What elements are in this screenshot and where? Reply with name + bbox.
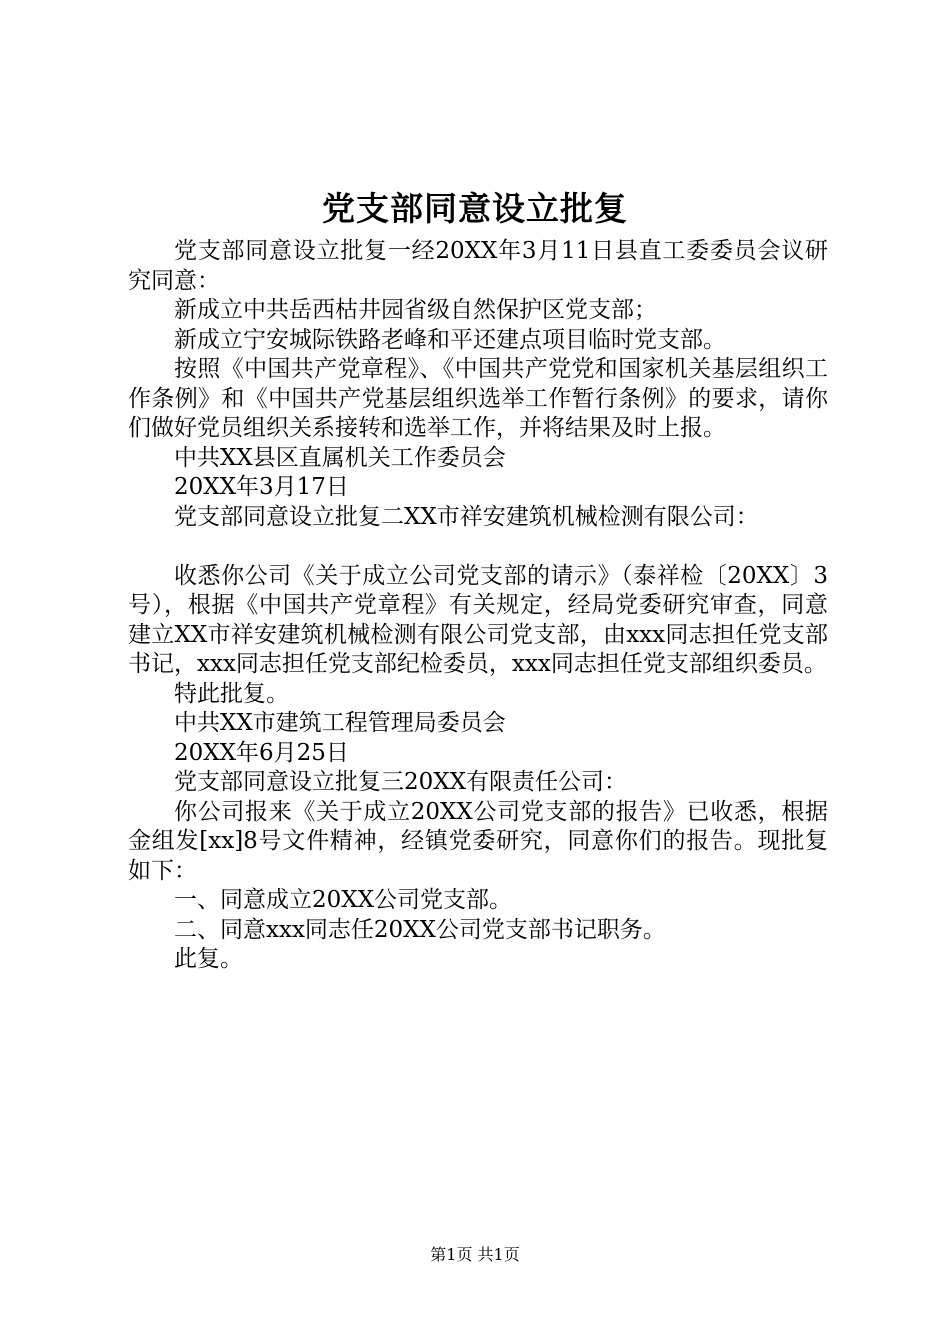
- paragraph-branch-1: 新成立中共岳西枯井园省级自然保护区党支部；: [174, 297, 657, 323]
- paragraph-branch-2: 新成立宁安城际铁路老峰和平还建点项目临时党支部。: [174, 326, 726, 353]
- paragraph-special-approval: 特此批复。: [174, 680, 289, 707]
- signature-date-1: 20XX年3月17日: [174, 474, 349, 500]
- blank-line: [128, 532, 828, 562]
- document-title: 党支部同意设立批复: [322, 189, 628, 228]
- page-footer: 第1页 共1页: [430, 1245, 520, 1264]
- paragraph-approval-3: 你公司报来《关于成立20XX公司党支部的报告》已收悉，根据金组发[xx]8号文件精神，经镇党委研究，同意你们的报告。现批复如下：: [128, 798, 828, 884]
- paragraph-closing: 此复。: [174, 946, 243, 972]
- paragraph-approval-2: 收悉你公司《关于成立公司党支部的请示》（泰祥检〔20XX〕3号），根据《中国共产党章程》有关规定，经局党委研究审查，同意建立XX市祥安建筑机械检测有限公司党支部，由xxx同志担任党支部书记，xxx同志担任党支部纪检委员，xxx同志担任党支部组织委员。: [128, 562, 828, 677]
- document-body: [128, 237, 828, 975]
- paragraph-heading-3: 党支部同意设立批复三20XX有限责任公司：: [174, 769, 628, 795]
- list-item-1: 一、同意成立20XX公司党支部。: [174, 887, 513, 913]
- signature-org-2: 中共XX市建筑工程管理局委员会: [174, 710, 506, 736]
- paragraph-requirements: 按照《中国共产党章程》、《中国共产党党和国家机关基层组织工作条例》和《中国共产党基层组织选举工作暂行条例》的要求，请你们做好党员组织关系接转和选举工作，并将结果及时上报。: [128, 356, 828, 441]
- signature-org-1: 中共XX县区直属机关工作委员会: [174, 444, 506, 471]
- paragraph-heading-2: 党支部同意设立批复二XX市祥安建筑机械检测有限公司：: [174, 503, 759, 530]
- list-item-2: 二、同意xxx同志任20XX公司党支部书记职务。: [174, 916, 666, 943]
- signature-date-2: 20XX年6月25日: [174, 739, 349, 766]
- paragraph-intro: 党支部同意设立批复一经20XX年3月11日县直工委委员会议研究同意：: [128, 238, 828, 294]
